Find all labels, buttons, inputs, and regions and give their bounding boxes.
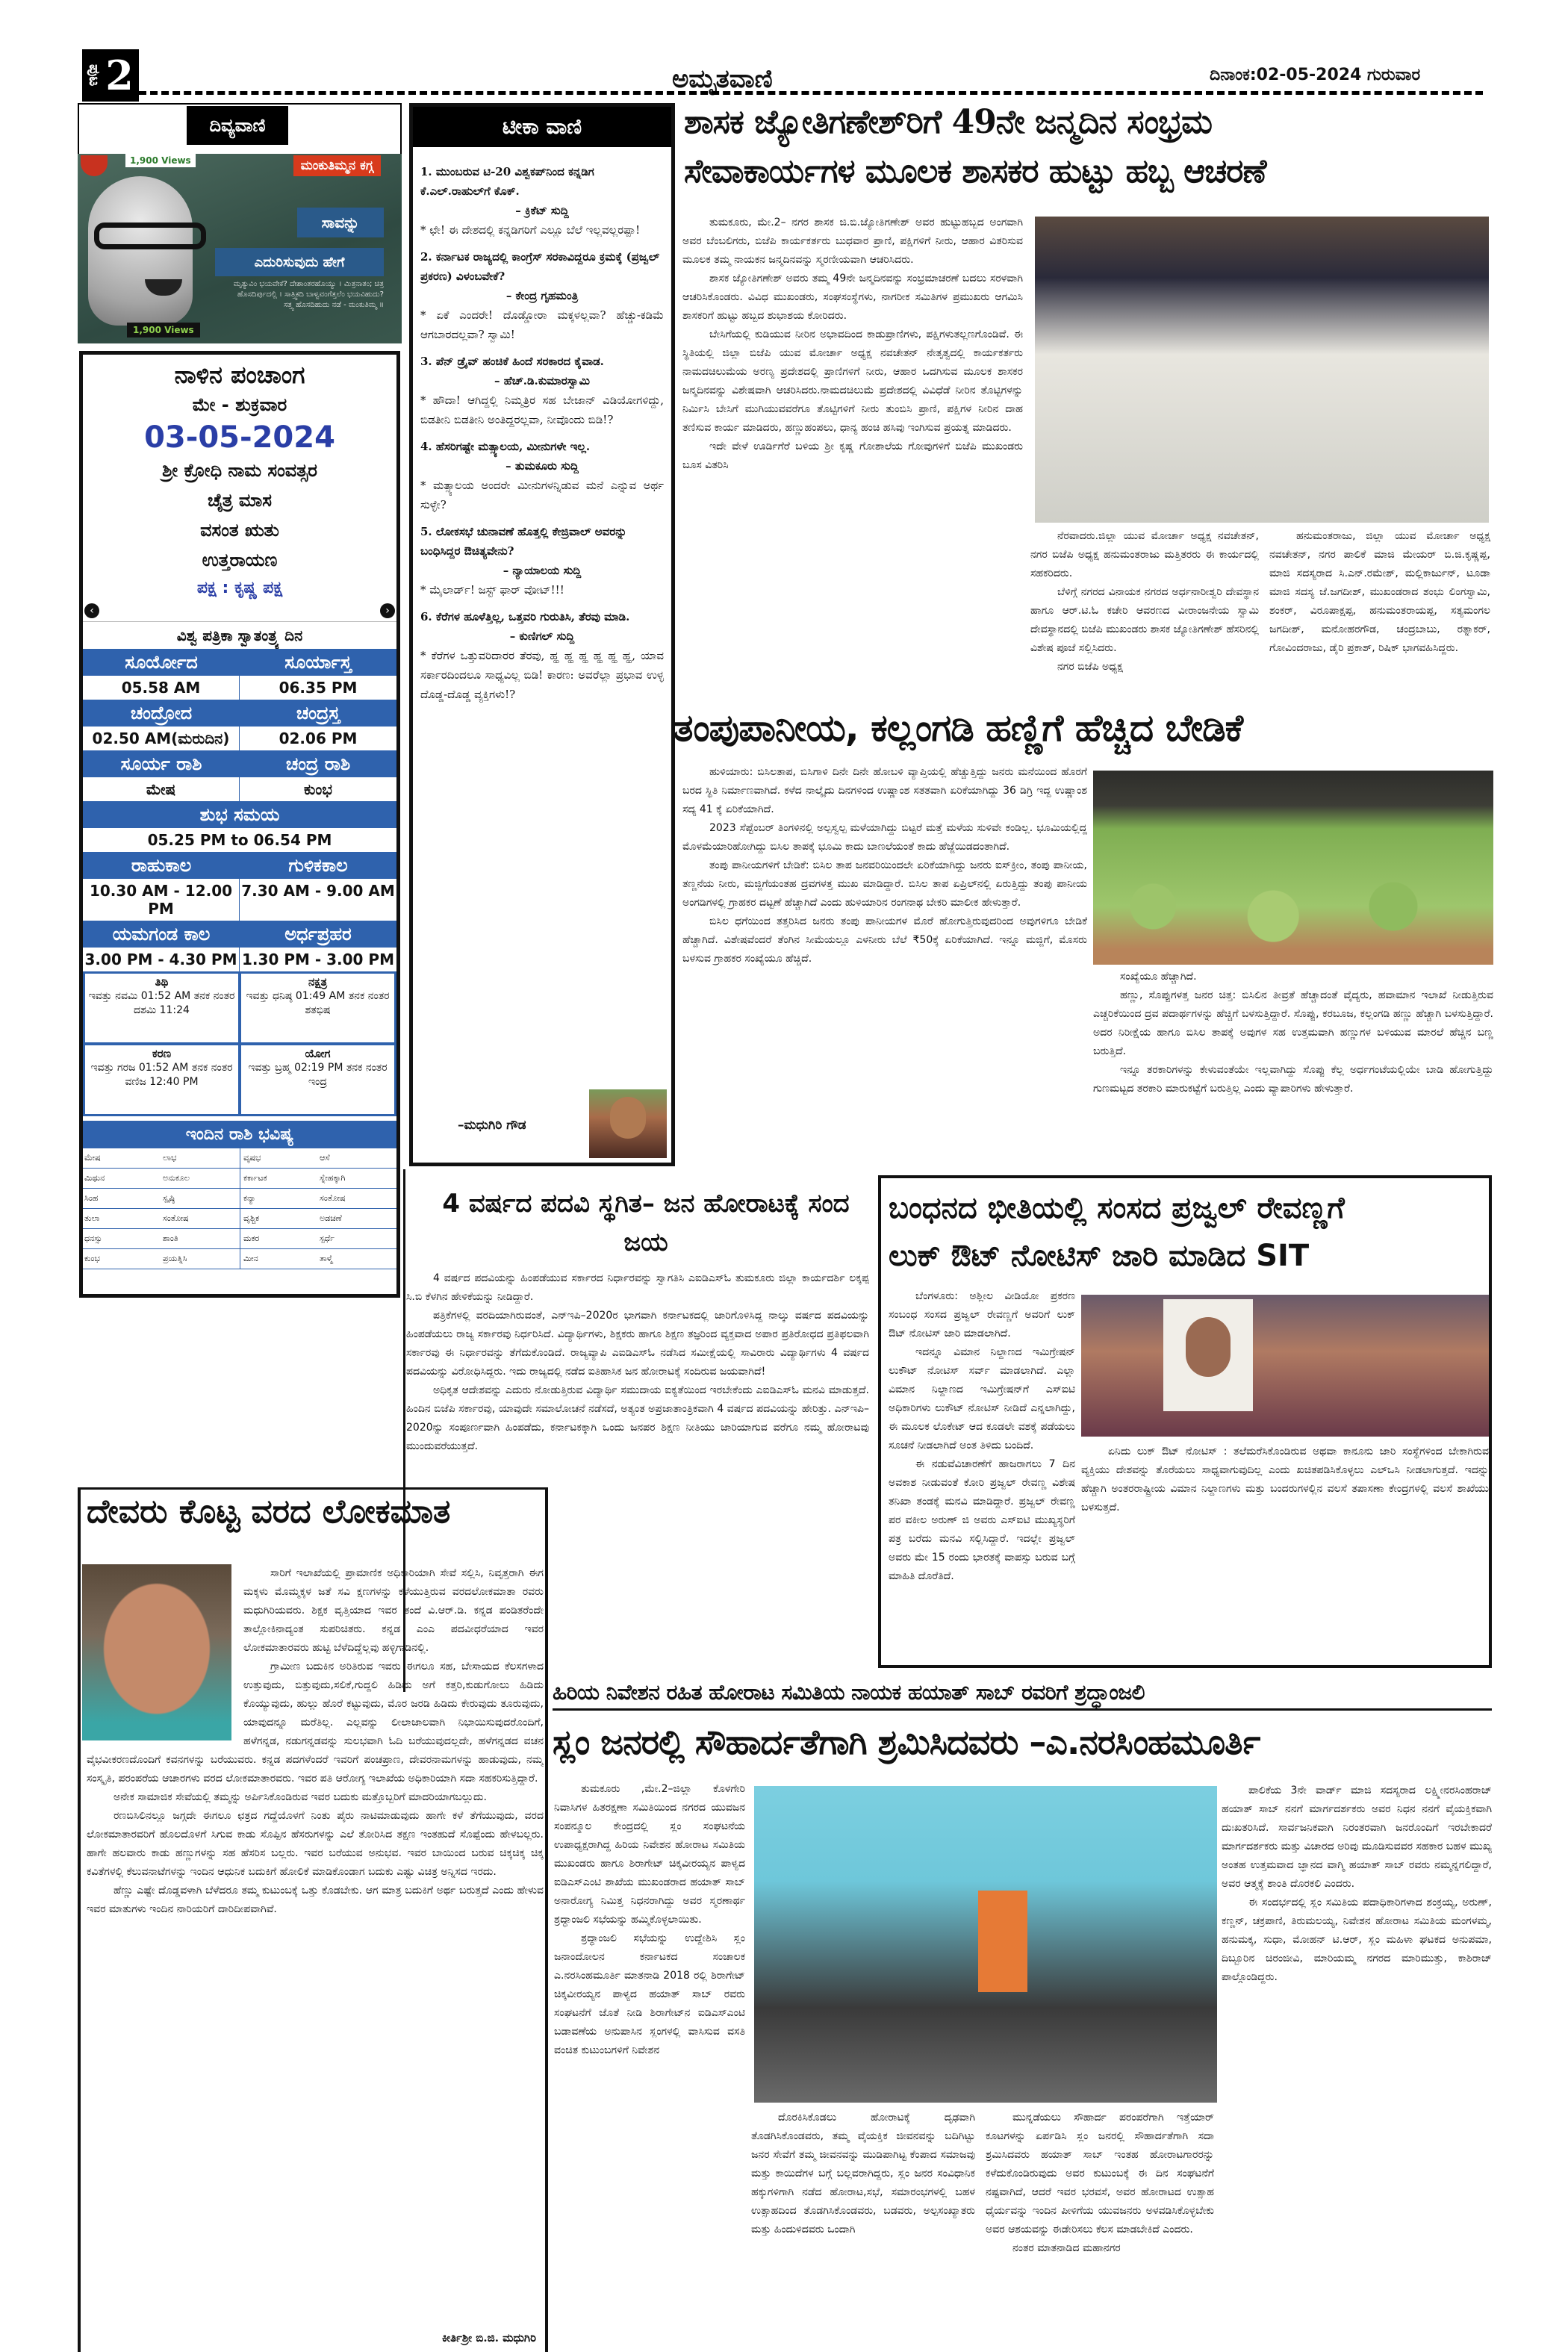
rashi-table — [83, 1148, 396, 1269]
nakshatra-label: ನಕ್ಷತ್ರ — [308, 975, 328, 989]
tribute-column-2 — [751, 2109, 975, 2333]
paragraph: ಪತ್ರಿಕೆಗಳಲ್ಲಿ ವರದಿಯಾಗಿರುವಂತೆ, ಎನ್‌ಇಪಿ–2020ರ ಭಾಗವಾಗಿ ಕರ್ನಾಟಕದಲ್ಲಿ ಜಾರಿಗೊಳಿಸಿದ್ದ ನಾಲ್ಕು ವರ್ಷದ ಪದವಿಯನ್ನು ಹಿಂಪಡೆಯಲು ರಾಜ್ಯ ಸರ್ಕಾರವು ನಿರ್ಧರಿಸಿದೆ. ವಿದ್ಯಾರ್ಥಿಗಳು, ಶಿಕ್ಷಕರು ಹಾಗೂ ಶಿಕ್ಷಣ ತಜ್ಞರಿಂದ ವ್ಯಕ್ತವಾದ ಅಪಾರ ಪ್ರತಿರೋಧದ ಪ್ರತಿಫಲವಾಗಿ ಸರ್ಕಾರವು ಈ ನಿರ್ಧಾರವನ್ನು ತೆಗೆದುಕೊಂಡಿದೆ. ರಾಜ್ಯವ್ಯಾಪಿ ಎಐಡಿಎಸ್‌ಓ ನಡೆಸಿದ ಸಮೀಕ್ಷೆಯಲ್ಲಿ ಸಾವಿರಾರು ವಿದ್ಯಾರ್ಥಿಗಳು 4 ವರ್ಷದ ಪದವಿಯನ್ನು ವಿರೋಧಿಸಿದ್ದರು. ಇದು ರಾಜ್ಯದಲ್ಲಿ ನಡೆದ ಐತಿಹಾಸಿಕ ಜನ ಹೋರಾಟಕ್ಕೆ ಸಂದಿರುವ ಜಯವಾಗಿದೆ! — [406, 1310, 869, 1378]
paragraph: ನಗರ ಬಿಜೆಪಿ ಅಧ್ಯಕ್ಷ — [1057, 661, 1123, 673]
tika-source: – ತುಮಕೂರು ಸುದ್ದಿ — [505, 459, 579, 473]
prajwal-column-1 — [889, 1287, 1075, 1661]
rashi-name: ವೃಶ್ಚಿಕ — [240, 1209, 318, 1229]
paragraph: ಸಂಖ್ಯೆಯೂ ಹೆಚ್ಚಾಗಿದೆ. — [1120, 971, 1197, 983]
paragraph: 4 ವರ್ಷದ ಪದವಿಯನ್ನು ಹಿಂಪಡೆಯುವ ಸರ್ಕಾರದ ನಿರ್ಧಾರವನ್ನು ಸ್ವಾಗತಿಸಿ ಎಐಡಿಎಸ್‌ಓ ತುಮಕೂರು ಜಿಲ್ಲಾ ಕಾರ್ಯದರ್ಶಿ ಲಕ್ಕಪ್ಪ ಸಿ.ಬಿ ಕೆಳಗಿನ ಹೇಳಿಕೆಯನ್ನು ನೀಡಿದ್ದಾರೆ. — [406, 1272, 869, 1303]
surya-rashi-label: ಸೂರ್ಯ ರಾಶಿ — [83, 750, 240, 777]
tika-item — [420, 437, 664, 514]
surya-rashi-value: ಮೇಷ — [83, 777, 240, 801]
lead-headline: ಶಾಸಕ ಜ್ಯೋತಿಗಣೇಶ್‌ರಿಗೆ 49ನೇ ಜನ್ಮದಿನ ಸಂಭ್ರಮ — [684, 103, 1212, 141]
tika-comment: * ಮತ್ಸ್ಯಾಲಯ ಅಂದರೇ ಮೀನುಗಳನ್ನಿಡುವ ಮನೆ ಎನ್ನುವ ಅರ್ಥ ಸುಳ್ಳೇ? — [420, 479, 664, 511]
rashi-name: ಸಿಂಹ — [83, 1189, 161, 1209]
paragraph: ಈ ನಡುವೆವಿಚಾರಣೆಗೆ ಹಾಜರಾಗಲು 7 ದಿನ ಅವಕಾಶ ನೀಡುವಂತೆ ಕೋರಿ ಪ್ರಜ್ವಲ್ ರೇವಣ್ಣ ವಿಶೇಷ ತನಿಖಾ ತಂಡಕ್ಕೆ ಮನವಿ ಮಾಡಿದ್ದಾರೆ. ಪ್ರಜ್ವಲ್ ರೇವಣ್ಣ ಪರ ವಕೀಲ ಅರುಣ್ ಜಿ ಅವರು ಎಸ್‌ಐಟಿ ಮುಖ್ಯಸ್ಥರಿಗೆ ಪತ್ರ ಬರೆದು ಮನವಿ ಸಲ್ಲಿಸಿದ್ದಾರೆ. ಇದಲ್ಲೇ ಪ್ರಜ್ವಲ್ ಅವರು ಮೇ 15 ರಂದು ಭಾರತಕ್ಕೆ ವಾಪಸ್ಸು ಬರುವ ಬಗ್ಗೆ ಮಾಹಿತಿ ದೊರೆತಿದೆ. — [889, 1458, 1075, 1582]
prajwal-headline-line1: ಬಂಧನದ ಭೀತಿಯಲ್ಲಿ ಸಂಸದ ಪ್ರಜ್ವಲ್ ರೇವಣ್ಣಗೆ — [889, 1191, 1345, 1225]
paragraph: ಬಿಸಿಲ ಧಗೆಯಿಂದ ತತ್ತರಿಸಿದ ಜನರು ತಂಪು ಪಾನೀಯಗಳ ಮೊರೆ ಹೋಗುತ್ತಿರುವುದರಿಂದ ಅವುಗಳಿಗೂ ಬೇಡಿಕೆ ಹೆಚ್ಚಾಗಿದೆ. ವಿಶೇಷವೆಂದರೆ ತೆಂಗಿನ ಸೀಮೆಯಲ್ಲೂ ಎಳನೀರು ಬೆಲೆ ₹50ಕ್ಕೆ ಏರಿಕೆಯಾಗಿದೆ. ಇನ್ನೂ ಮಜ್ಜಿಗೆ, ಮೊಸರು ಬಳಸುವ ಗ್ರಾಹಕರ ಸಂಖ್ಯೆಯೂ ಹೆಚ್ಚಿದೆ. — [682, 915, 1087, 965]
tika-source: – ನ್ಯಾಯಾಲಯ ಸುದ್ದಿ — [503, 564, 582, 577]
page-label: ಪುಟ — [86, 64, 105, 87]
paragraph: ರಣಬಿಸಿಲಿನಲ್ಲೂ ಜಗ್ಗದೇ ಈಗಲೂ ಛತ್ರದ ಗದ್ದೆಯೊಳಗೆ ನಿಂತು ಪೈರು ನಾಟಿಮಾಡುವುದು ಹಾಗೇ ಕಳೆ ತೆಗೆಯುವುದು, ವರದ ಲೋಕಮಾತಾರವರಿಗೆ ಹೊಲದೊಳಗೆ ಸಿಗುವ ಕಾಡು ಸೊಪ್ಪಿನ ಹೆಸರುಗಳನ್ನು ಎಲೆ ತೋರಿಸಿದ ತಕ್ಷಣ ಇಂತಹುದೆ ಸೊಪ್ಪೆಂದು ಹೇಳಬಲ್ಲರು. ಹಾಗೇ ಹಲವಾರು ಕಾಡು ಹಣ್ಣುಗಳನ್ನು ಸಹ ಹೆಸರಿಸ ಬಲ್ಲರು. ಇವರ ಬರೆಯುವ ಅನುಭವ. ಇವರ ಬಾಯಿಂದ ಬರುವ ಚಿಕ್ಕಚಿಕ್ಕ ಚಿಕ್ಕ ಕವಿತೆಗಳಲ್ಲಿ ಕೆಲುವನಾಟೆಗಳನ್ನು ಇಂದಿನ ಆಧುನಿಕ ಬದುಕಿಗೆ ಹೋಲಿಕೆ ಮಾಡಿಕೊಂಡಾಗ ಬದುಕು ಎಷ್ಟು ವಿಚಿತ್ರ ಅನ್ನಿಸದ ಇರದು. — [87, 1810, 544, 1878]
rashi-name: ಕುಂಭ — [83, 1249, 161, 1269]
author-photo — [589, 1089, 667, 1158]
panchanga-month-day: ಮೇ - ಶುಕ್ರವಾರ — [192, 394, 287, 415]
rashi-forecast: ಸಂತೋಷ — [318, 1189, 396, 1209]
tika-comment: * ಹೌದಾ! ಆಗಿದ್ದಲ್ಲಿ ನಿಮ್ಮತ್ರಿರ ಸಹ ಬೇಜಾನ್ ವಿಡಿಯೋಗಳಿದ್ದು, ಬಿಡತೀನಿ ಬಿಡತೀನಿ ಅಂತಿದ್ದರಲ್ಲವಾ, ನೀವೊಂದು ಬಿಡಿ!? — [420, 393, 664, 426]
paragraph: ದೊರಕಿಸಿಕೊಡಲು ಹೋರಾಟಕ್ಕೆ ದೃಢವಾಗಿ ತೊಡಗಿಸಿಕೊಂಡವರು, ತಮ್ಮ ವೈಯಕ್ತಿಕ ಜೀವನವನ್ನು ಬದಿಗಿಟ್ಟು ಜನರ ಸೇವೆಗೆ ತಮ್ಮ ಜೀವನವನ್ನು ಮುಡಿಪಾಗಿಟ್ಟ ಕೆಂಪಾದ ಸಮಾಜವು ಮತ್ತು ಕಾಯಿದೆಗಳ ಬಗ್ಗೆ ಬಲ್ಲವರಾಗಿದ್ದರು, ಸ್ಲಂ ಜನರ ಸಂವಿಧಾನಿಕ ಹಕ್ಕುಗಳಿಗಾಗಿ ನಡೆದ ಹೋರಾಟ,ಸಭೆ, ಸಮಾರಂಭಗಳಲ್ಲಿ ಬಹಳ ಉತ್ಸಾಹದಿಂದ ತೊಡಗಿಸಿಕೊಂಡವರು, ಬಡವರು, ಅಲ್ಪಸಂಖ್ಯಾತರು ಮತ್ತು ಹಿಂದುಳಿದವರು ಒಂದಾಗಿ — [751, 2112, 975, 2236]
paragraph: ಇನ್ನೂ ತರಕಾರಿಗಳನ್ನು ಕೇಳುವಂತೆಯೇ ಇಲ್ಲವಾಗಿದ್ದು ಸೊಪ್ಪು ಕೆಲ್ಲ ಅರ್ಧಗಂಟೆಯಲ್ಲಿಯೇ ಬಾಡಿ ಹೋಗುತ್ತಿದ್ದು ಗುಣಮಟ್ಟದ ತರಕಾರಿ ಮಾರುಕಟ್ಟೆಗೆ ಬರುತ್ತಿಲ್ಲ ಎಂದು ವ್ಯಾಪಾರಿಗಳು ಹೇಳುತ್ತಾರೆ. — [1093, 1064, 1493, 1095]
paragraph: ನೆರವಾದರು.ಜಿಲ್ಲಾ ಯುವ ಮೋರ್ಚಾ ಅಧ್ಯಕ್ಷ ನವಚೇತನ್, ನಗರ ಬಿಜೆಪಿ ಅಧ್ಯಕ್ಷ ಹನುಮಂತರಾಜು ಮತ್ತಿತರರು ಈ ಕಾರ್ಯದಲ್ಲಿ ಸಹಕರಿದರು. — [1030, 530, 1259, 579]
paragraph: ಹನುಮಂತರಾಜು, ಜಿಲ್ಲಾ ಯುವ ಮೋರ್ಚಾ ಅಧ್ಯಕ್ಷ ನವಚೇತನ್, ನಗರ ಪಾಲಿಕೆ ಮಾಜಿ ಮೇಯರ್ ಬಿ.ಜಿ.ಕೃಷ್ಣಪ್ಪ, ಮಾಜಿ ಸದಸ್ಯರಾದ ಸಿ.ಎನ್.ರಮೇಶ್, ಮಲ್ಲಿಕಾರ್ಜುನ್, ಟೂಡಾ ಮಾಜಿ ಸದಸ್ಯ ಜೆ.ಜಗದೀಶ್, ಮುಖಂಡರಾದ ಶಂಭು ಲಿಂಗಸ್ವಾಮಿ, ಶಂಕರ್, ವಿರೂಪಾಕ್ಷಪ್ಪ, ಹನುಮಂತರಾಯಪ್ಪ, ಸತ್ಯಮಂಗಲ ಜಗದೀಶ್, ಮನೋಹರಗೌಡ, ಚಂದ್ರಬಾಬು, ರತ್ನಾಕರ್, ಗೋವಿಂದರಾಜು, ಡೈರಿ ಪ್ರಕಾಶ್, ರಿಷಿಕ್ ಭಾಗವಹಿಸಿದ್ದರು. — [1269, 530, 1490, 654]
rashi-name: ವೃಷಭ — [240, 1148, 318, 1169]
melon-column-1 — [682, 763, 1087, 1166]
rahu-value: 10.30 AM - 12.00 PM — [83, 879, 240, 921]
four-year-headline: 4 ವರ್ಷದ ಪದವಿ ಸ್ಥಗಿತ– ಜನ ಹೋರಾಟಕ್ಕೆ ಸಂದ ಜಯ — [442, 1189, 850, 1257]
melon-column-2 — [1093, 968, 1493, 1165]
tika-item — [420, 247, 664, 344]
sunset-value: 06.35 PM — [279, 679, 358, 697]
paragraph: ಹಣ್ಣು, ಸೊಪ್ಪುಗಳತ್ತ ಜನರ ಚಿತ್ತ: ಬಿಸಿಲಿನ ತೀವ್ರತೆ ಹೆಚ್ಚಾದಂತೆ ವೈದ್ಯರು, ಹವಾಮಾನ ಇಲಾಖೆ ನೀಡುತ್ತಿರುವ ಎಚ್ಚರಿಕೆಯಿಂದ ದ್ರವ ಪದಾರ್ಥಗಳನ್ನು ಹೆಚ್ಚಿಗೆ ಬಳಸುತ್ತಿದ್ದಾರೆ. ಸೊಪ್ಪು, ಕರಬೂಜ, ಕಲ್ಲಂಗಡಿ ಹಣ್ಣು ಹೆಚ್ಚಾಗಿ ಬಳಸುತ್ತಿದ್ದಾರೆ. ಅದರ ನಿರೀಕ್ಷೆಯ ಹಾಗೂ ಬಿಸಿಲ ತಾಪಕ್ಕೆ ಅವುಗಳ ಸಹ ಉತ್ತಮವಾಗಿ ಹಣ್ಣುಗಳ ಬಳಿಯುವ ಮಾರಲೆ ಹೆಚ್ಚಿನ ಬಣ್ಣ ಬರುತ್ತಿದೆ. — [1093, 989, 1493, 1057]
nakshatra-box — [241, 974, 394, 1042]
panchanga-ritu: ವಸಂತ ಋತು — [200, 520, 279, 541]
yama-value: 3.00 PM - 4.30 PM — [83, 948, 240, 971]
yoga-box — [241, 1045, 394, 1114]
divyavani-heading: ದಿವ್ಯವಾಣಿ — [187, 106, 288, 145]
prajwal-article — [878, 1175, 1492, 1668]
tika-comment: * ಮೈಲಾರ್ಡ್! ಜಸ್ಟ್ ಫಾರ್ ವೋಟ್!!! — [420, 583, 564, 597]
views-badge-bottom: 1,900 Views — [127, 323, 200, 337]
lokamata-headline: ದೇವರು ಕೊಟ್ಟ ವರದ ಲೋಕಮಾತ — [87, 1493, 451, 1531]
yama-label: ಯಮಗಂಡ ಕಾಲ — [83, 921, 240, 948]
gulika-label: ಗುಳಿಕಕಾಲ — [240, 852, 396, 879]
rashi-forecast: ಆಸೆ — [318, 1148, 396, 1169]
tithi-value: ಇವತ್ತು ನವಮಿ 01:52 AM ತನಕ ನಂತರ ದಶಮಿ 11:24 — [88, 990, 235, 1016]
page-number-badge — [82, 49, 139, 102]
tika-question: 1. ಮುಂಬರುವ ಟಿ-20 ವಿಶ್ವಕಪ್‌ನಿಂದ ಕನ್ನಡಿಗ ಕೆ.ಎಲ್.ರಾಹುಲ್‌ಗೆ ಕೊಕ್. — [420, 165, 594, 198]
panchanga-date: 03-05-2024 — [144, 420, 335, 455]
portrait-face — [88, 176, 193, 326]
tithi-label: ತಿಥಿ — [155, 975, 169, 989]
paragraph: ಬೆಳಿಗ್ಗೆ ನಗರದ ವಿನಾಯಕ ನಗರದ ಅರ್ಧನಾರೀಶ್ವರಿ ದೇವಸ್ಥಾನ ಹಾಗೂ ಆರ್.ಟಿ.ಓ ಕಚೇರಿ ಆವರಣದ ವೀರಾಂಜನೇಯ ಸ್ವಾಮಿ ದೇವಸ್ಥಾನದಲ್ಲಿ ಬಿಜೆಪಿ ಮುಖಂಡರು ಶಾಸಕ ಜ್ಯೋತಿಗಣೇಶ್ ಹೆಸರಿನಲ್ಲಿ ವಿಶೇಷ ಪೂಜೆ ಸಲ್ಲಿಸಿದರು. — [1030, 586, 1259, 654]
tribute-column-1 — [554, 1780, 745, 2325]
paragraph: ಶಾಸಕ ಜ್ಯೋತಿಗಣೇಶ್ ಅವರು ತಮ್ಮ 49ನೇ ಜನ್ಮದಿನವನ್ನು ಸಂಭ್ರಮಾಚರಣೆ ಬದಲು ಸರಳವಾಗಿ ಆಚರಿಸಿಕೊಂಡರು. ವಿವಿಧ ಮುಖಂಡರು, ಸಂಘಸಂಸ್ಥೆಗಳು, ನಾಗರೀಕ ಸಮಿತಿಗಳ ಪ್ರಮುಖರು ಆಗಮಿಸಿ ಶಾಸಕರಿಗೆ ಹುಟ್ಟು ಹಬ್ಬದ ಶುಭಾಶಯ ಕೋರಿದರು. — [682, 273, 1023, 322]
watermelon-photo[interactable] — [1093, 771, 1493, 965]
paragraph: ಅನೇಕ ಸಾಮಾಜಿಕ ಸೇವೆಯಲ್ಲಿ ತಮ್ಮನ್ನು ಅರ್ಪಿಸಿಕೊಂಡಿರುವ ಇವರ ಬದುಕು ಮತ್ತೊಬ್ಬರಿಗೆ ಮಾದರಿಯಾಗಬಲ್ಲುದು. — [113, 1791, 487, 1803]
rashi-forecast: ಲಾಭ — [161, 1148, 240, 1169]
tribute-poster — [978, 1891, 1027, 1992]
rashi-name: ಮೇಷ — [83, 1148, 161, 1169]
paragraph: ತುಮಕೂರು, ಮೇ.2– ನಗರ ಶಾಸಕ ಜಿ.ಬಿ.ಜ್ಯೋತಿಗಣೇಶ್ ಅವರ ಹುಟ್ಟುಹಬ್ಬದ ಅಂಗವಾಗಿ ಅವರ ಬೆಂಬಲಿಗರು, ಬಿಜೆಪಿ ಕಾರ್ಯಕರ್ತರು ಬುಧವಾರ ಪ್ರಾಣಿ, ಪಕ್ಷಿಗಳಿಗೆ ನೀರು, ಆಹಾರ ವಿತರಿಸುವ ಮೂಲಕ ತಮ್ಮ ನಾಯಕನ ಜನ್ಮದಿನವನ್ನು ಸ್ಮರಣೀಯವಾಗಿ ಆಚರಿಸಿದರು. — [682, 217, 1023, 266]
kala-grid — [83, 852, 396, 971]
shubha-value: 05.25 PM to 06.54 PM — [147, 831, 332, 849]
prajwal-headline — [889, 1184, 1486, 1280]
tika-question: 4. ಹೆಸರಿಗಷ್ಟೇ ಮತ್ಸ್ಯಾಲಯ, ಮೀನುಗಳೇ ಇಲ್ಲ. — [420, 440, 591, 453]
moonset-label: ಚಂದ್ರಸ್ತ — [240, 700, 396, 727]
paragraph: ಶ್ರದ್ಧಾಂಜಲಿ ಸಭೆಯನ್ನು ಉದ್ದೇಶಿಸಿ ಸ್ಲಂ ಜನಾಂದೋಲನ ಕರ್ನಾಟಕದ ಸಂಚಾಲಕ ಎ.ನರಸಿಂಹಮೂರ್ತಿ ಮಾತನಾಡಿ 2018 ರಲ್ಲಿ ಶಿರಾಗೇಟ್ ಚಿಕ್ಕವೀರಯ್ಯನ ಪಾಳ್ಯದ ಹಯಾತ್ ಸಾಬ್ ರವರು ಸಂಘಟನೆಗೆ ಜೊತೆ ನೀಡಿ ಶಿರಾಗೇಟ್‌ನ ಐಡಿಎಸ್‌ಎಂಟಿ ಬಡಾವಣೆಯ ಅನುಪಾಸಿನ ಸ್ಲಂಗಳಲ್ಲಿ ವಾಸಿಸುವ ವಸತಿ ವಂಚಿತ ಕುಟುಂಬಗಳಿಗೆ ನಿವೇಶನ — [554, 1932, 745, 2056]
tika-source: – ಹೆಚ್.ಡಿ.ಕುಮಾರಸ್ವಾಮಿ — [494, 374, 591, 388]
yoga-value: ಇವತ್ತು ಬ್ರಹ್ಮ 02:19 PM ತನಕ ನಂತರ ಇಂದ್ರ — [248, 1062, 388, 1088]
rashi-forecast: ಶಾಂತಿ — [161, 1229, 240, 1249]
paragraph: ಗ್ರಾಮೀಣ ಬದುಕಿನ ಅರಿತಿರುವ ಇವರು ಈಗಲೂ ಸಹ, ಬೇಸಾಯದ ಕೆಲಸಗಳಾದ ಉತ್ತುವುದು, ಬಿತ್ತುವುದು,ಸಲಿಕೆ,ಗುದ್ದಲಿ ಹಿಡಿದು ಅಗೆ ಕತ್ತರಿ,ಕುಡುಗೋಲು ಹಿಡಿದು ಕೊಯ್ಯುವುದು, ಹುಲ್ಲು ಹೊರೆ ಕಟ್ಟುವುದು, ಮೊರ ಜರಡಿ ಹಿಡಿದು ಕೇರುವುದು ತೂರುವುದು, ಯಾವುದನ್ನೂ ಮರೆತಿಲ್ಲ. ಎಲ್ಲವನ್ನು ಲೀಲಾಜಾಲವಾಗಿ ನಿಭಾಯಿಸುವುದರೊಂದಿಗೆ, ಹಳೆಗನ್ನಡ, ನಡುಗನ್ನಡವನ್ನು ಸುಲಭವಾಗಿ ಓದಿ ಬರೆಯುವುದಲ್ಲದೇ, ಹಳೆಗನ್ನಡದ ವಚನ ವೈಭವೀಕರಣದೊಂದಿಗೆ ಕವನಗಳನ್ನು ಬರೆಯುವರು. ಕನ್ನಡ ಪದಗಳೆಂದರೆ ಇವರಿಗೆ ಪಂಚಪ್ರಾಣ, ದೇವರನಾಮಗಳನ್ನು ಹಾಡುವುದು, ನಮ್ಮ ಸಂಸ್ಕೃತಿ, ಪರಂಪರೆಯ ಆಚಾರಗಳು ವರದ ಲೋಕಮಾತಾರವರು. ಇವರ ಪತಿ ಆರೋಗ್ಯ ಇಲಾಖೆಯ ಅಧಿಕಾರಿಯಾಗಿ ಸದಾ ಸಹಕರಿಸುತ್ತಿದ್ದಾರೆ. — [87, 1661, 544, 1785]
tribute-group-photo[interactable] — [754, 1786, 1217, 2103]
paragraph: ಸಾರಿಗೆ ಇಲಾಖೆಯಲ್ಲಿ ಪ್ರಾಮಾಣಿಕ ಅಧಿಕಾರಿಯಾಗಿ ಸೇವೆ ಸಲ್ಲಿಸಿ, ನಿವೃತ್ತರಾಗಿ ಈಗ ಮಕ್ಕಳು ಮೊಮ್ಮಕ್ಕಳ ಜತೆ ಸವಿ ಕ್ಷಣಗಳನ್ನು ಕಳೆಯುತ್ತಿರುವ ವರದಲೋಕಮಾತಾ ರವರು ಮಧುಗಿರಿಯವರು. ಶಿಕ್ಷಕ ವೃತ್ತಿಯಾದ ಇವರ ತಂದೆ ವಿ.ಆರ್.ಡಿ. ಕನ್ನಡ ಪಂಡಿತರೆಂದೇ ತಾಲ್ಲೋಕಿನಾದ್ಯಂತ ಸುಪರಿಚಿತರು. ಕನ್ನಡ ಎಂಎ ಪದವೀಧರೆಯಾದ ಇವರ ಲೋಕಮಾತಾರವರು ಹುಟ್ಟಿ ಬೆಳೆದಿದ್ದೆಲ್ಲವು ಹಳ್ಳಿಗಾಡಿನಲ್ಲಿ. — [243, 1567, 544, 1654]
rashi-forecast: ಪ್ರಯತ್ನಿಸಿ — [161, 1249, 240, 1269]
lead-subhead: ಸೇವಾಕಾರ್ಯಗಳ ಮೂಲಕ ಶಾಸಕರ ಹುಟ್ಟು ಹಬ್ಬ ಆಚರಣೆ — [684, 152, 1266, 190]
lead-photo[interactable] — [1035, 217, 1489, 523]
chandra-rashi-label: ಚಂದ್ರ ರಾಶಿ — [240, 750, 396, 777]
rashi-forecast: ಅಡಚಣೆ — [318, 1209, 396, 1229]
paragraph: ಇದೇ ವೇಳೆ ಊರ್ಡಿಗೆರೆ ಬಳಿಯ ಶ್ರೀ ಕೃಷ್ಣ ಗೋಶಾಲೆಯ ಗೋವುಗಳಿಗೆ ಬಿಜೆಪಿ ಮುಖಂಡರು ಬೂಸ ವಿತರಿಸಿ — [682, 441, 1023, 471]
karana-label: ಕರಣ — [152, 1047, 172, 1060]
rashi-forecast: ಅನುಕೂಲ — [161, 1169, 240, 1189]
gulika-value: 7.30 AM - 9.00 AM — [241, 882, 395, 900]
paragraph: ಹೆಣ್ಣು ಎಷ್ಟೇ ದೊಡ್ಡವಳಾಗಿ ಬೆಳೆದರೂ ತಮ್ಮ ಕುಟುಂಬಕ್ಕೆ ಒತ್ತು ಕೊಡಬೇಕು. ಆಗ ಮಾತ್ರ ಬದುಕಿಗೆ ಅರ್ಥ ಬರುತ್ತದೆ ಎಂದು ಹೇಳುವ ಇವರ ಮಾತುಗಳು ಇಂದಿನ ನಾರಿಯರಿಗೆ ದಾರಿದೀಪವಾಗಿವೆ. — [87, 1885, 544, 1915]
tika-question: 2. ಕರ್ನಾಟಕ ರಾಜ್ಯದಲ್ಲಿ ಕಾಂಗ್ರೆಸ್ ಸರಕಾವಿದ್ದರೂ ಕ್ರಮಕ್ಕೆ (ಪ್ರಜ್ವಲ್ ಪ್ರಕರಣ) ವಿಳಂಬವೇಕೆ? — [420, 250, 660, 283]
rashi-name: ಮಿಥುನ — [83, 1169, 161, 1189]
tika-comment: * ಛೇ! ಈ ದೇಶದಲ್ಲಿ ಕನ್ನಡಿಗರಿಗೆ ಎಲ್ಲೂ ಬೆಲೆ ಇಲ್ಲವಲ್ಲರಪ್ಪಾ! — [420, 223, 641, 237]
sun-grid — [83, 649, 396, 801]
tika-question: 6. ಕೆರೆಗಳ ಹೂಳೆತ್ತಿಲ್ಲ, ಒತ್ತವರಿ ಗುರುತಿಸಿ, ತೆರವು ಮಾಡಿ. — [420, 610, 630, 623]
panchanga-ayana: ಉತ್ತರಾಯಣ — [202, 550, 278, 570]
lead-column-1 — [682, 214, 1023, 744]
panchanga-box — [79, 351, 400, 1298]
tika-source: – ಕುಣಿಗಲ್ ಸುದ್ದಿ — [509, 629, 575, 643]
rashi-name: ತುಲಾ — [83, 1209, 161, 1229]
paragraph: ತುಮಕೂರು ,ಮೇ.2–ಜಿಲ್ಲಾ ಕೊಳಗೇರಿ ನಿವಾಸಿಗಳ ಹಿತರಕ್ಷಣಾ ಸಮಿತಿಯಿಂದ ನಗರದ ಯುವಜನ ಸಂಪನ್ಮೂಲ ಕೇಂದ್ರದಲ್ಲಿ ಸ್ಲಂ ಸಂಘಟನೆಯ ಉಪಾಧ್ಯಕ್ಷರಾಗಿದ್ದ ಹಿರಿಯ ನಿವೇಶನ ಹೋರಾಟ ಸಮಿತಿಯ ಮುಖಂಡರು ಹಾಗೂ ಶಿರಾಗೇಟ್ ಚಿಕ್ಕವೀರಯ್ಯನ ಪಾಳ್ಯದ ಐಡಿಎಸ್‌ಎಂಟಿ ಶಾಖೆಯ ಮುಖಂಡರಾದ ಹಯಾತ್ ಸಾಬ್ ಅನಾರೋಗ್ಯ ನಿಮಿತ್ತ ನಿಧನರಾಗಿದ್ದು ಅವರ ಸ್ಮರಣಾರ್ಥ ಶ್ರದ್ಧಾಂಜಲಿ ಸಭೆಯನ್ನು ಹಮ್ಮಿಕೊಳ್ಳಲಾಯಿತು. — [554, 1783, 745, 1926]
tika-source: – ಕೇಂದ್ರ ಗೃಹಮಂತ್ರಿ — [505, 289, 579, 302]
rashi-name: ಕನ್ಯಾ — [240, 1189, 318, 1209]
paragraph: ಏನಿದು ಲುಕ್ ಔಟ್ ನೋಟಿಸ್ : ತಲೆಮರೆಸಿಕೊಂಡಿರುವ ಅಥವಾ ಕಾನೂನು ಜಾರಿ ಸಂಸ್ಥೆಗಳಿಂದ ಬೇಕಾಗಿರುವ ವ್ಯಕ್ತಿಯು ದೇಶವನ್ನು ತೊರೆಯಲು ಸಾಧ್ಯವಾಗುವುದಿಲ್ಲ ಎಂದು ಖಚಿತಪಡಿಸಿಕೊಳ್ಳಲು ಎಲ್‌ಒಸಿ ನೀಡಲಾಗುತ್ತದೆ. ಇದನ್ನು ಹೆಚ್ಚಾಗಿ ಅಂತರರಾಷ್ಟ್ರೀಯ ವಿಮಾನ ನಿಲ್ದಾಣಗಳು ಮತ್ತು ಬಂದರುಗಳಲ್ಲಿನ ವಲಸೆ ತಪಾಸಣಾ ಕೇಂದ್ರಗಳಲ್ಲಿ ವಲಸೆ ಶಾಖೆಯು ಬಳಸುತ್ತದೆ. — [1081, 1446, 1489, 1513]
paragraph: ತಂಪು ಪಾನೀಯಗಳಿಗೆ ಬೇಡಿಕೆ: ಬಿಸಿಲ ತಾಪ ಜನವರಿಯಿಂದಲೇ ಏರಿಕೆಯಾಗಿದ್ದು ಜನರು ಐಸ್‌ಕ್ರೀಂ, ತಂಪು ಪಾನೀಯ, ತಣ್ಣನೆಯ ನೀರು, ಮಜ್ಜಿಗೆಯಂತಹ ದ್ರವಗಳತ್ತ ಮುಖ ಮಾಡಿದ್ದಾರೆ. ಬಿಸಿಲ ತಾಪ ಏಪ್ರಿಲ್‌ನಲ್ಲಿ ಏರುತ್ತಿದ್ದು ತಂಪು ಪಾನೀಯ ಅಂಗಡಿಗಳಲ್ಲಿ ಗ್ರಾಹಕರ ದಟ್ಟಣೆ ಹೆಚ್ಚಾಗಿದೆ ಎಂದು ಹುಳಿಯಾರಿನ ರಂಗನಾಥ ಬೇಕರಿ ಮಾಲೀಕ ಹೇಳುತ್ತಾರೆ. — [682, 859, 1087, 909]
moonrise-label: ಚಂದ್ರೋದ — [83, 700, 240, 727]
tika-question: 5. ಲೋಕಸಭೆ ಚುನಾವಣೆ ಹೊತ್ತಲ್ಲಿ ಕೇಜ್ರಿವಾಲ್ ಅವರನ್ನು ಬಂಧಿಸಿದ್ದರ ಔಚಿತ್ಯವೇನು? — [420, 525, 627, 558]
tika-vani-box — [409, 103, 675, 1166]
tika-comment: * ಏಕೆ ಎಂದರೇ! ದೊಡ್ಡೋರಾ ಮಕ್ಕಳಲ್ಲವಾ? ಹೆಚ್ಚು-ಕಡಿಮೆ ಆಗಬಾರದಲ್ಲವಾ? ಸ್ವಾಮಿ! — [420, 308, 664, 341]
panchanga-samvatsara: ಶ್ರೀ ಕ್ರೋಧಿ ನಾಮ ಸಂವತ್ಸರ — [162, 460, 317, 481]
rashi-forecast: ಸ್ನೇಹಕ್ಕಾಗಿ — [318, 1169, 396, 1189]
paragraph: ಪಾಲಿಕೆಯ 3ನೇ ವಾರ್ಡ್ ಮಾಜಿ ಸದಸ್ಯರಾದ ಲಕ್ಷ್ಮೀನರಸಿಂಹರಾಜ್ ಹಯಾತ್ ಸಾಬ್ ನನಗೆ ಮಾರ್ಗದರ್ಶಕರು ಅವರ ನಿಧನ ನನಗೆ ವೈಯಕ್ತಿಕವಾಗಿ ದುಃಖತರಿಸಿದೆ. ಸಾರ್ವಜನಿಕವಾಗಿ ನಿರಂತರವಾಗಿ ಜನರೊಂದಿಗೆ ಇರಬೇಕಾದರೆ ಮಾರ್ಗದರ್ಶಕರು ಮತ್ತು ವಿಚಾರದ ಅರಿವು ಮೂಡಿಸುವವರ ಸಹಕಾರ ಬಹಳ ಮುಖ್ಯ ಅಂತಹ ಉತ್ತಮವಾದ ಜ್ಞಾನದ ವಾಗ್ಮಿ ಹಯಾತ್ ಸಾಬ್ ರವರು ನಮ್ಮನ್ನಗಲಿದ್ದಾರೆ, ಅವರ ಆತ್ಮಕ್ಕೆ ಶಾಂತಿ ದೊರಕಲಿ ಎಂದರು. — [1222, 1785, 1492, 1890]
channel-logo-icon — [81, 155, 108, 176]
tika-item — [420, 607, 664, 704]
moonset-value: 02.06 PM — [279, 729, 358, 747]
panchanga-paksha: ಪಕ್ಷ : ಕೃಷ್ಣ ಪಕ್ಷ — [196, 579, 283, 597]
next-arrow-icon[interactable]: › — [380, 603, 395, 618]
yoga-label: ಯೋಗ — [305, 1047, 331, 1060]
panchanga-title: ನಾಳಿನ ಪಂಚಾಂಗ — [174, 361, 305, 389]
tika-item — [420, 522, 664, 600]
paragraph: ಹುಳಿಯಾರು: ಬಿಸಿಲತಾಪ, ಬಿಸಿಗಾಳಿ ದಿನೇ ದಿನೇ ಹೋಬಳಿ ವ್ಯಾಪ್ತಿಯಲ್ಲಿ ಹೆಚ್ಚುತ್ತಿದ್ದು ಜನರು ಮನೆಯಿಂದ ಹೊರಗೆ ಬರದ ಸ್ಥಿತಿ ನಿರ್ಮಾಣವಾಗಿದೆ. ಕಳೆದ ನಾಲ್ಕೈದು ದಿನಗಳಿಂದ ಉಷ್ಣಾಂಶ ಸತತವಾಗಿ ಏರಿಕೆಯಾಗಿದ್ದು 36 ಡಿಗ್ರಿ ಇದ್ದ ಉಷ್ಣಾಂಶ ಸದ್ಯ 41 ಕ್ಕೆ ಏರಿಕೆಯಾಗಿದೆ. — [682, 766, 1087, 815]
tithi-boxes — [83, 971, 396, 1116]
lokamata-photo[interactable] — [82, 1564, 231, 1740]
paragraph: ಬೇಸಿಗೆಯಲ್ಲಿ ಕುಡಿಯುವ ನೀರಿನ ಅಭಾವದಿಂದ ಕಾಡುಪ್ರಾಣಿಗಳು, ಪಕ್ಷಿಗಳುತಲ್ಲಣಗೊಂಡಿವೆ. ಈ ಸ್ಥಿತಿಯಲ್ಲಿ ಜಿಲ್ಲಾ ಬಿಜೆಪಿ ಯುವ ಮೋರ್ಚಾ ಅಧ್ಯಕ್ಷ ನವಚೇತನ್ ನೇತೃತ್ವದಲ್ಲಿ ಕಾರ್ಯಕರ್ತರು ನಾಮದಚಿಲುಮೆಯ ಅರಣ್ಯ ಪ್ರದೇಶದಲ್ಲಿ ಪ್ರಾಣಿಗಳಿಗೆ ನೀರು, ಆಹಾರ ಒದಗಿಸುವ ಮೂಲಕ ಶಾಸಕರ ಜನ್ಮದಿನವನ್ನು ವಿಶೇಷವಾಗಿ ಆಚರಿಸಿದರು.ನಾಮದಚಿಲುಮೆ ಪ್ರದೇಶದಲ್ಲಿ ವಿವಿಧೆಡೆ ನೀರಿನ ತೊಟ್ಟಿಗಳನ್ನು ನಿರ್ಮಿಸಿ ಬೇಸಿಗೆ ಮುಗಿಯುವವರೆಗೂ ತೊಟ್ಟಿಗಳಿಗೆ ನೀರು ತುಂಬಿಸಿ ಪ್ರಾಣಿ, ಪಕ್ಷಿಗಳ ನೀರಿನ ದಾಹ ತಣಿಸುವ ಕಾರ್ಯ ಮಾಡಿದರು, ಹಣ್ಣುಹಂಪಲು, ಧಾನ್ಯ ಹಂಚಿ ಹಸಿವು ಇಂಗಿಸುವ ಪ್ರಯತ್ನ ಮಾಡಿದರು. — [682, 329, 1023, 434]
image-caption-line2: ಎದುರಿಸುವುದು ಹೇಗೆ — [215, 248, 384, 276]
paper-name: ಅಮೃತವಾಣಿ — [672, 64, 773, 94]
ardha-value: 1.30 PM - 3.00 PM — [242, 951, 394, 968]
rashi-name: ಮೀನ — [240, 1249, 318, 1269]
prajwal-headline-line2: ಲುಕ್ ಔಟ್ ನೋಟಿಸ್ ಜಾರಿ ಮಾಡಿದ SIT — [889, 1239, 1310, 1273]
panchanga-event: ವಿಶ್ವ ಪತ್ರಿಕಾ ಸ್ವಾತಂತ್ರ್ಯ ದಿನ — [83, 621, 396, 649]
rahu-label: ರಾಹುಕಾಲ — [83, 852, 240, 879]
nakshatra-value: ಇವತ್ತು ಧನಿಷ್ಠ 01:49 AM ತನಕ ನಂತರ ಶತಭಿಷ — [246, 990, 390, 1016]
rashi-forecast: ಸ್ಪೃಷ್ಠಿ — [161, 1189, 240, 1209]
tika-source: – ಕ್ರಿಕೆಟ್ ಸುದ್ದಿ — [515, 204, 569, 217]
paragraph: ಅಧಿಕೃತ ಆದೇಶವನ್ನು ಎದುರು ನೋಡುತ್ತಿರುವ ವಿದ್ಯಾರ್ಥಿ ಸಮುದಾಯ ಐಕ್ಯತೆಯಿಂದ ಇರಬೇಕೆಂದು ಎಐಡಿಎಸ್‌ಓ ಮನವಿ ಮಾಡುತ್ತದೆ. ಹಿಂದಿನ ಬಿಜೆಪಿ ಸರ್ಕಾರವು, ಯಾವುದೇ ಸಮಾಲೋಚನೆ ನಡೆಸದೆ, ಅತ್ಯಂತ ಅಪ್ರಜಾತಾಂತ್ರಿಕವಾಗಿ 4 ವರ್ಷದ ಪದವಿಯನ್ನು ಹೇರಿತ್ತು. ಎನ್‌ಇಪಿ–2020ನ್ನು ಸಂಪೂರ್ಣವಾಗಿ ಹಿಂಪಡೆದು, ಕರ್ನಾಟಕಕ್ಕಾಗಿ ಒಂದು ಜನಪರ ಶಿಕ್ಷಣ ನೀತಿಯು ಜಾರಿಯಾಗುವ ವರೆಗೂ ನಮ್ಮ ಹೋರಾಟವು ಮುಂದುವರೆಯುತ್ತದೆ. — [406, 1384, 869, 1452]
page-number: 2 — [105, 52, 134, 99]
moonrise-value: 02.50 AM(ಮರುದಿನ) — [83, 727, 240, 750]
paragraph: ನಂತರ ಮಾತನಾಡಿದ ಮಹಾನಗರ — [1012, 2242, 1121, 2254]
divyavani-image[interactable] — [78, 154, 402, 343]
rashi-forecast: ತಾಳ್ಮೆ — [318, 1249, 396, 1269]
karana-box — [85, 1045, 238, 1114]
rashi-name: ಕರ್ಕಾಟಕ — [240, 1169, 318, 1189]
tika-item — [420, 162, 664, 240]
rashi-name: ಧನಸ್ಸು — [83, 1229, 161, 1249]
ardha-label: ಅರ್ಧಪ್ರಹರ — [240, 921, 396, 948]
chandra-rashi-value: ಕುಂಭ — [304, 780, 332, 798]
shubha-label: ಶುಭ ಸಮಯ — [83, 801, 396, 828]
tika-author: –ಮಧುಗಿರಿ ಗೌಡ — [458, 1118, 526, 1133]
paragraph: 2023 ಸೆಪ್ಟೆಂಬರ್ ತಿಂಗಳಿನಲ್ಲಿ ಅಲ್ಪಸ್ವಲ್ಪ ಮಳೆಯಾಗಿದ್ದು ಬಿಟ್ಟರೆ ಮತ್ತೆ ಮಳೆಯ ಸುಳಿವೇ ಕಂಡಿಲ್ಲ. ಭೂಮಿಯಲ್ಲಿದ್ದ ಮೊಳಮೆಯಾರಿಹೋಗಿದ್ದು ಬಿಸಿಲ ತಾಪಕ್ಕೆ ಭೂಮಿ ಕಾದು ಬಾಣಲೆಯಂತೆ ಕಾದು ಹೆಜ್ಜೆಯಿಡದಂತಾಗಿದೆ. — [682, 822, 1087, 853]
sunrise-label: ಸೂರ್ಯೋದ — [83, 649, 240, 676]
paragraph: ಬೆಂಗಳೂರು: ಅಶ್ಲೀಲ ವೀಡಿಯೋ ಪ್ರಕರಣ ಸಂಬಂಧ ಸಂಸದ ಪ್ರಜ್ವಲ್ ರೇವಣ್ಣಗೆ ಅವರಿಗೆ ಲುಕ್ ಔಟ್ ನೋಟಿಸ್ ಜಾರಿ ಮಾಡಲಾಗಿದೆ. — [889, 1290, 1075, 1340]
rashi-name: ಮಕರ — [240, 1229, 318, 1249]
rashi-forecast: ಸಂತೋಷ — [161, 1209, 240, 1229]
divyavani-box — [78, 103, 402, 343]
placard — [1163, 1299, 1253, 1411]
portrait-glasses — [94, 223, 206, 249]
tika-item — [420, 352, 664, 429]
protest-photo[interactable] — [1081, 1295, 1489, 1437]
rashi-forecast: ಸ್ಪರ್ಧೆ — [318, 1229, 396, 1249]
tribute-headline: ಸ್ಲಂ ಜನರಲ್ಲಿ ಸೌಹಾರ್ದತೆಗಾಗಿ ಶ್ರಮಿಸಿದವರು –ಎ.ನರಸಿಂಹಮೂರ್ತಿ — [553, 1722, 1260, 1762]
paragraph: ಮುನ್ನಡೆಯಲು ಸೌಹಾರ್ದ ಪರಂಪರೆಗಾಗಿ ಇತ್ತೆಯಾರ್ ಕೂಟಗಳನ್ನು ಏರ್ಪಡಿಸಿ ಸ್ಲಂ ಜನರಲ್ಲಿ ಸೌಹಾರ್ದತೆಗಾಗಿ ಸದಾ ಶ್ರಮಿಸಿದವರು ಹಯಾತ್ ಸಾಬ್ ಇಂತಹ ಹೋರಾಟಗಾರರನ್ನು ಕಳೆದುಕೊಂಡಿರುವುದು ಅವರ ಕುಟುಂಬಕ್ಕೆ ಈ ದಿನ ಸಂಘಟನೆಗೆ ನಷ್ಟವಾಗಿದೆ, ಆದರೆ ಇವರ ಭರವಸೆ, ಅವರ ಹೋರಾಟದ ಉತ್ಸಾಹ ಧೈರ್ಯವನ್ನು ಇಂದಿನ ಪೀಳಿಗೆಯ ಯುವಜನರು ಅಳವಡಿಸಿಕೊಳ್ಳಬೇಕು ಅವರ ಆಶಯವನ್ನು ಈಡೇರಿಸಲು ಕೆಲಸ ಮಾಡಬೇಕಿದೆ ಎಂದರು. — [986, 2112, 1214, 2236]
paragraph: ಇದನ್ನೂ ವಿಮಾನ ನಿಲ್ದಾಣದ ಇಮಿಗ್ರೇಷನ್ ಲುಕೌಟ್ ನೋಟಿಸ್ ಸರ್ವ್ ಮಾಡಲಾಗಿದೆ. ಎಲ್ಲಾ ವಿಮಾನ ನಿಲ್ದಾಣದ ಇಮಿಗ್ರೇಷನ್‌ಗೆ ಎಸ್‌ಐಟಿ ಅಧಿಕಾರಿಗಳು ಲುಕೌಟ್ ನೋಟಿಸ್ ನೀಡಿದೆ ಎನ್ನಲಾಗಿದ್ದು, ಈ ಮೂಲಕ ಲೊಕೇಟ್ ಆದ ಕೂಡಲೇ ವಶಕ್ಕೆ ಪಡೆಯಲು ಸೂಚನೆ ನೀಡಲಾಗಿದೆ ಅಂತ ತಿಳಿದು ಬಂದಿದೆ. — [889, 1346, 1075, 1452]
prev-arrow-icon[interactable]: ‹ — [84, 603, 99, 618]
masthead-divider — [139, 91, 1483, 95]
image-caption-line1: ಸಾವನ್ನು — [297, 208, 384, 237]
tika-comment: * ಕೆರೆಗಳ ಒತ್ತುವರಿದಾರರ ತೆರವು, ಹ್ಹ ಹ್ಹ ಹ್ಹ ಹ್ಹ ಹ್ಹ ಹ್ಹ, ಯಾವ ಸರ್ಕಾರದಿಂದಲೂ ಸಾಧ್ಯವಿಲ್ಲ ಬಿಡಿ! ಕಾರಣ: ಅವರೆಲ್ಲಾ ಪ್ರಭಾವ ಉಳ್ಳ ದೊಡ್ಡ-ದೊಡ್ಡ ವ್ಯಕ್ತಿಗಳು!? — [420, 649, 664, 701]
sunrise-value: 05.58 AM — [83, 676, 240, 700]
issue-date: ದಿನಾಂಕ:02-05-2024 ಗುರುವಾರ — [1210, 66, 1421, 84]
kagga-verse: ಮೃತ್ಯುವಿಂ ಭಯವೇಕೆ? ದೇಶಾಂತರಹೊಯ್ಯು । ಮಿತ್ರನಾತಂ; ಚಿತ್ರ ಹೊಸದಿರ್ಪುದಲ್ಲಿ । ಸಾತ್ತ್ವಿಕದಿ ಬಾಳ್ವವಂಗೆತ್ತಲೆಂ ಭಯವಿಹುದು? ಸತ್ತ್ವ ಹೊಸದಿಹುದು ನಡೆ - ಮಂಕುತಿಮ್ಮ ॥ — [233, 280, 384, 309]
tika-question: 3. ಪೆನ್ ಡ್ರೈವ್ ಹಂಚಿಕೆ ಹಿಂದೆ ಸರಕಾರದ ಕೈವಾಡ. — [420, 355, 604, 368]
lokamata-article — [78, 1487, 548, 2352]
prajwal-column-2 — [1081, 1443, 1489, 1659]
tika-heading: ಟೀಕಾ ವಾಣಿ — [413, 107, 671, 147]
sunset-label: ಸೂರ್ಯಾಸ್ತ — [240, 649, 396, 676]
karana-value: ಇವತ್ತು ಗರಜ 01:52 AM ತನಕ ನಂತರ ವಣಿಜ 12:40 PM — [90, 1062, 233, 1088]
views-badge-top: 1,900 Views — [125, 154, 196, 167]
tithi-box — [85, 974, 238, 1042]
tribute-subhead: ಹಿರಿಯ ನಿವೇಶನ ರಹಿತ ಹೋರಾಟ ಸಮಿತಿಯ ನಾಯಕ ಹಯಾತ್ ಸಾಬ್ ರವರಿಗೆ ಶ್ರದ್ಧಾಂಜಲಿ — [553, 1680, 1492, 1711]
tribute-column-3 — [986, 2109, 1214, 2333]
paragraph: ಈ ಸಂದರ್ಭದಲ್ಲಿ ಸ್ಲಂ ಸಮಿತಿಯ ಪದಾಧಿಕಾರಿಗಳಾದ ಶಂಕ್ರಯ್ಯ, ಅರುಣ್, ಕಣ್ಣನ್, ಚಕ್ರಪಾಣಿ, ತಿರುಮಲಯ್ಯ, ನಿವೇಶನ ಹೋರಾಟ ಸಮಿತಿಯ ಮಂಗಳಮ್ಮ, ಹನುಮಕ್ಕ, ಸುಧಾ, ಮೋಹನ್ ಟಿ.ಆರ್, ಸ್ಲಂ ಮಹಿಳಾ ಘಟಕದ ಅನುಪಮಾ, ದಿಬ್ಬೂರಿನ ಚಿರಂಜೀವಿ, ಮಾರಿಯಮ್ಮ ನಗರದ ಮಾರಿಮುತ್ತು, ಕಾಶಿರಾಜ್ ಪಾಲ್ಗೊಂಡಿದ್ದರು. — [1222, 1897, 1492, 1983]
tika-items — [413, 147, 671, 712]
series-label: ಮಂಕುತಿಮ್ಮನ ಕಗ್ಗ — [293, 155, 381, 176]
melon-headline: ತಂಪುಪಾನೀಯ, ಕಲ್ಲಂಗಡಿ ಹಣ್ಣಿಗೆ ಹೆಚ್ಚಿದ ಬೇಡಿಕೆ — [673, 706, 1243, 750]
lokamata-signature: ಕೀರ್ತಿಶ್ರೀ ಬಿ.ಜಿ. ಮಧುಗಿರಿ — [441, 2331, 536, 2345]
panchanga-masa: ಚೈತ್ರ ಮಾಸ — [208, 490, 272, 511]
rashi-title: ಇಂದಿನ ರಾಶಿ ಭವಿಷ್ಯ — [83, 1121, 396, 1148]
tribute-column-4 — [1222, 1782, 1492, 2349]
